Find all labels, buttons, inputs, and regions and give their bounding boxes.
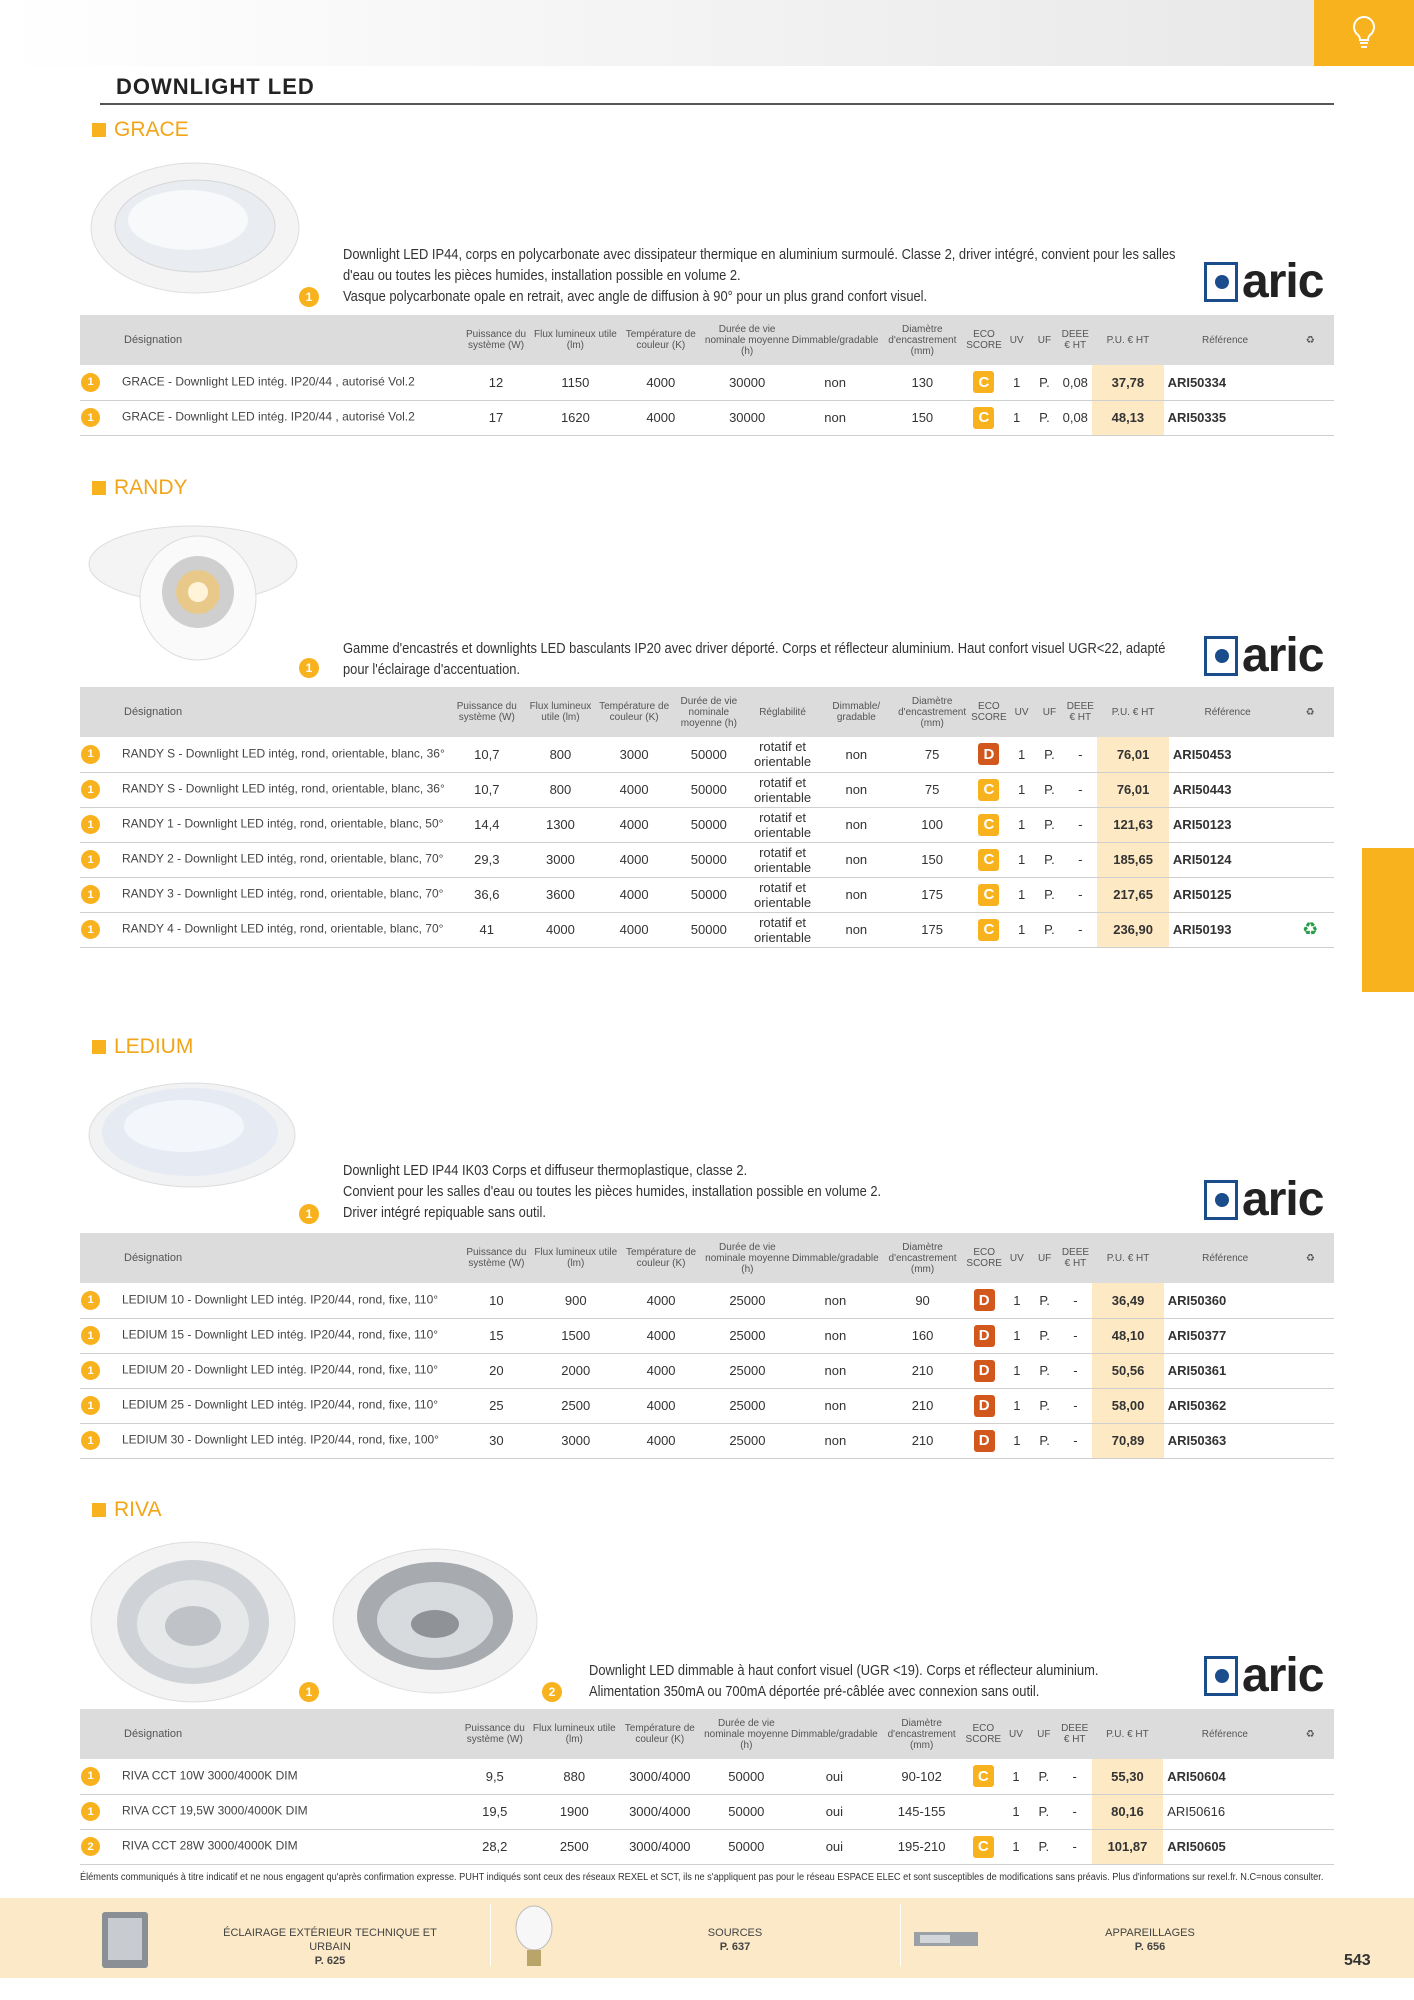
section-randy-title: RANDY bbox=[92, 476, 188, 500]
table-row[interactable]: 1 RIVA CCT 19,5W 3000/4000K DIM 19,5 1900 3000/4000 50000 oui 145-155 1 P. - 80,16 ARI50616 bbox=[80, 1794, 1334, 1829]
table-row[interactable]: 1 RIVA CCT 10W 3000/4000K DIM 9,5 880 3000/4000 50000 oui 90-102 C 1 P. - 55,30 ARI50604 bbox=[80, 1759, 1334, 1794]
recycle-icon: ♻ bbox=[1287, 315, 1334, 365]
table-row[interactable]: 1 RANDY 2 - Downlight LED intég, rond, orientable, blanc, 70° 29,3 3000 4000 50000 rotatif et orientable non 150 C 1 P. - 185,65 ARI50124 bbox=[80, 842, 1334, 877]
footer-divider bbox=[900, 1904, 901, 1966]
eco-score-badge: D bbox=[974, 1430, 995, 1452]
ledium-table: Désignation Puissance du système (W) Flux lumineux utile (lm) Température de couleur (K) Durée de vie nominale moyenne (h) Dimmable/gradable Diamètre d'encastrement (mm) ECO SCORE UV UF DEEE € HT P.U. € HT Référence ♻ 1 LEDIUM 10 - Downlight LED intég. IP20/44, rond, fixe, 110° 10 900 4000 25000 non 90 D 1 P. - 36,49 ARI50360 1 LEDIUM 15 - Downlight LED intég. IP20/44, rond, fixe, 110° 15 1500 4000 25000 non 160 D 1 P. - 48,10 ARI50377 1 LEDIUM 20 - Downlight LED intég. IP20/44, rond, fixe, 110° 20 2000 4000 25000 non 210 D 1 P. - 50,56 ARI50361 1 LEDIUM 25 - Downlight LED intég. IP20/44, rond, fixe, 110° 25 2500 4000 25000 non 210 D 1 P. - 58,00 ARI50362 1 LEDIUM 30 - Downlight LED intég. IP20/44, rond, fixe, 100° 30 3000 4000 25000 non 210 D 1 P. - 70,89 ARI50363 bbox=[80, 1233, 1334, 1459]
brand-logo: aric bbox=[1204, 1180, 1323, 1220]
page-number: 543 bbox=[1344, 1952, 1371, 1969]
grace-description: Downlight LED IP44, corps en polycarbonate avec dissipateur thermique en aluminium surmoulé. Classe 2, driver intégré, convient pour les salles d'eau ou toutes les pièces humides, installation possible en volume 2. Vasque polycarbonate opale en retrait, avec angle de diffusion à 90° pour un plus grand confort visuel. bbox=[343, 246, 1176, 305]
eco-score-badge: C bbox=[978, 919, 999, 941]
ledium-product-image bbox=[86, 1080, 298, 1190]
eco-score-badge: C bbox=[978, 884, 999, 906]
lightbulb-icon bbox=[1351, 15, 1377, 51]
eco-score-badge: C bbox=[973, 1765, 994, 1787]
grace-table: Désignation Puissance du système (W) Flux lumineux utile (lm) Température de couleur (K) Durée de vie nominale moyenne (h) Dimmable/gradable Diamètre d'encastrement (mm) ECO SCORE UV UF DEEE € HT P.U. € HT Référence ♻ 1 GRACE - Downlight LED intég. IP20/44 , autorisé Vol.2 12 1150 4000 30000 non 130 C 1 P. 0,08 37,78 ARI50334 1 GRACE - Downlight LED intég. IP20/44 , autorisé Vol.2 17 1620 4000 30000 non 150 C 1 P. 0,08 48,13 ARI50335 bbox=[80, 315, 1334, 436]
table-row[interactable]: 1 LEDIUM 10 - Downlight LED intég. IP20/44, rond, fixe, 110° 10 900 4000 25000 non 90 D 1 P. - 36,49 ARI50360 bbox=[80, 1283, 1334, 1318]
eco-score-badge: C bbox=[978, 814, 999, 836]
riva-badge-2: 2 bbox=[542, 1682, 562, 1702]
ledium-badge: 1 bbox=[299, 1204, 319, 1224]
recycle-icon: ♻ bbox=[1286, 687, 1334, 737]
ledium-description: Downlight LED IP44 IK03 Corps et diffuseur thermoplastique, classe 2. Convient pour les salles d'eau ou toutes les pièces humides, installation possible en volume 2. Driver intégré repiquable sans outil. bbox=[343, 1162, 882, 1221]
eco-score-badge: D bbox=[974, 1325, 995, 1347]
eco-score-badge: C bbox=[973, 407, 994, 429]
eco-score-badge: C bbox=[973, 1836, 994, 1858]
brand-logo: aric bbox=[1204, 262, 1323, 302]
bulb-icon bbox=[512, 1902, 556, 1974]
grace-product-image bbox=[88, 160, 302, 296]
recycle-icon: ♻ bbox=[1286, 912, 1334, 947]
top-banner bbox=[0, 0, 1314, 66]
table-row[interactable]: 2 RIVA CCT 28W 3000/4000K DIM 28,2 2500 3000/4000 50000 oui 195-210 C 1 P. - 101,87 ARI50605 bbox=[80, 1829, 1334, 1864]
randy-badge: 1 bbox=[299, 658, 319, 678]
brand-logo: aric bbox=[1204, 1656, 1323, 1696]
eco-score-badge: C bbox=[978, 849, 999, 871]
eco-score-badge: D bbox=[974, 1395, 995, 1417]
eco-score-badge: D bbox=[974, 1360, 995, 1382]
riva-description: Downlight LED dimmable à haut confort visuel (UGR <19). Corps et réflecteur aluminium. Alimentation 350mA ou 700mA déportée pré-câblée avec connexion sans outil. bbox=[589, 1662, 1099, 1700]
section-grace-title: GRACE bbox=[92, 118, 189, 142]
brand-logo: aric bbox=[1204, 636, 1323, 676]
table-row[interactable]: 1 LEDIUM 15 - Downlight LED intég. IP20/44, rond, fixe, 110° 15 1500 4000 25000 non 160 D 1 P. - 48,10 ARI50377 bbox=[80, 1318, 1334, 1353]
footer-divider bbox=[490, 1904, 491, 1966]
section-ledium-title: LEDIUM bbox=[92, 1035, 193, 1059]
table-row[interactable]: 1 RANDY 4 - Downlight LED intég, rond, orientable, blanc, 70° 41 4000 4000 50000 rotatif et orientable non 175 C 1 P. - 236,90 ARI50193 ♻ bbox=[80, 912, 1334, 947]
page-title: DOWNLIGHT LED bbox=[116, 74, 315, 99]
table-row[interactable]: 1 RANDY S - Downlight LED intég, rond, orientable, blanc, 36° 10,7 800 4000 50000 rotatif et orientable non 75 C 1 P. - 76,01 ARI50443 bbox=[80, 772, 1334, 807]
eco-score-badge: C bbox=[973, 371, 994, 393]
title-divider bbox=[100, 103, 1334, 105]
recycle-icon: ♻ bbox=[1286, 1709, 1334, 1759]
footer-link-sources[interactable]: SOURCES P. 637 bbox=[707, 1927, 763, 1953]
table-row[interactable]: 1 RANDY S - Downlight LED intég, rond, orientable, blanc, 36° 10,7 800 3000 50000 rotatif et orientable non 75 D 1 P. - 76,01 ARI50453 bbox=[80, 737, 1334, 772]
category-tab[interactable] bbox=[1314, 0, 1414, 66]
table-row[interactable]: 1 LEDIUM 25 - Downlight LED intég. IP20/44, rond, fixe, 110° 25 2500 4000 25000 non 210 D 1 P. - 58,00 ARI50362 bbox=[80, 1388, 1334, 1423]
eco-score-badge: D bbox=[974, 1289, 995, 1311]
eco-score-badge: D bbox=[978, 743, 999, 765]
riva-badge-1: 1 bbox=[299, 1682, 319, 1702]
side-tab[interactable] bbox=[1362, 848, 1414, 992]
table-row[interactable]: 1 RANDY 1 - Downlight LED intég, rond, orientable, blanc, 50° 14,4 1300 4000 50000 rotatif et orientable non 100 C 1 P. - 121,63 ARI50123 bbox=[80, 807, 1334, 842]
randy-table: Désignation Puissance du système (W) Flux lumineux utile (lm) Température de couleur (K) Durée de vie nominale moyenne (h) Réglabilité Dimmable/ gradable Diamètre d'encastrement (mm) ECO SCORE UV UF DEEE € HT P.U. € HT Référence ♻ 1 RANDY S - Downlight LED intég, rond, orientable, blanc, 36° 10,7 800 3000 50000 rotatif et orientable non 75 D 1 P. - 76,01 ARI50453 1 RANDY S - Downlight LED intég, rond, orientable, blanc, 36° 10,7 800 4000 50000 rotatif et orientable non 75 C 1 P. - 76,01 ARI50443 1 RANDY 1 - Downlight LED intég, rond, orientable, blanc, 50° 14,4 1300 4000 50000 rotatif et orientable non 100 C 1 P. - 121,63 ARI50123 1 RANDY 2 - Downlight LED intég, rond, orientable, blanc, 70° 29,3 3000 4000 50000 rotatif et orientable non 150 C 1 P. - 185,65 ARI50124 1 RANDY 3 - Downlight LED intég, rond, orientable, blanc, 70° 36,6 3600 4000 50000 rotatif et orientable non 175 C 1 P. - 217,65 ARI50125 1 RANDY 4 - Downlight LED intég, rond, orientable, blanc, 70° 41 4000 4000 50000 rotatif et orientable non 175 C 1 P. - 236,90 ARI50193 ♻ bbox=[80, 687, 1334, 948]
table-row[interactable]: 1 GRACE - Downlight LED intég. IP20/44 , autorisé Vol.2 17 1620 4000 30000 non 150 C 1 P. 0,08 48,13 ARI50335 bbox=[80, 400, 1334, 435]
footer-link-appareillages[interactable]: APPAREILLAGES P. 656 bbox=[1105, 1927, 1195, 1953]
randy-description: Gamme d'encastrés et downlights LED basculants IP20 avec driver déporté. Corps et réflecteur aluminium. Haut confort visuel UGR<22, adapté pour l'éclairage d'accentuation. bbox=[343, 640, 1166, 678]
riva-product-image-1 bbox=[88, 1538, 298, 1706]
eco-score-badge: C bbox=[978, 779, 999, 801]
randy-product-image bbox=[86, 518, 300, 670]
table-row[interactable]: 1 RANDY 3 - Downlight LED intég, rond, orientable, blanc, 70° 36,6 3600 4000 50000 rotatif et orientable non 175 C 1 P. - 217,65 ARI50125 bbox=[80, 877, 1334, 912]
riva-product-image-2 bbox=[330, 1546, 540, 1696]
floodlight-icon bbox=[98, 1906, 152, 1972]
table-row[interactable]: 1 GRACE - Downlight LED intég. IP20/44 , autorisé Vol.2 12 1150 4000 30000 non 130 C 1 P. 0,08 37,78 ARI50334 bbox=[80, 365, 1334, 400]
table-row[interactable]: 1 LEDIUM 20 - Downlight LED intég. IP20/44, rond, fixe, 110° 20 2000 4000 25000 non 210 D 1 P. - 50,56 ARI50361 bbox=[80, 1353, 1334, 1388]
table-row[interactable]: 1 LEDIUM 30 - Downlight LED intég. IP20/44, rond, fixe, 100° 30 3000 4000 25000 non 210 D 1 P. - 70,89 ARI50363 bbox=[80, 1423, 1334, 1458]
footer-link-exterieur[interactable]: ÉCLAIRAGE EXTÉRIEUR TECHNIQUE ET URBAIN P. 625 bbox=[223, 1927, 437, 1967]
recycle-icon: ♻ bbox=[1287, 1233, 1334, 1283]
section-riva-title: RIVA bbox=[92, 1498, 161, 1522]
grace-badge: 1 bbox=[299, 287, 319, 307]
ballast-icon bbox=[912, 1920, 982, 1960]
footer-note: Éléments communiqués à titre indicatif et ne nous engagent qu'après confirmation expresse. PUHT indiqués sont ceux des réseaux REXEL et SCT, ils ne s'appliquent pas pour le réseau ESPACE ELEC et sont susceptibles de modifications sans préavis. Plus d'informations sur rexel.fr. N.C=nous consulter. bbox=[80, 1872, 1324, 1883]
riva-table: Désignation Puissance du système (W) Flux lumineux utile (lm) Température de couleur (K) Durée de vie nominale moyenne (h) Dimmable/gradable Diamètre d'encastrement (mm) ECO SCORE UV UF DEEE € HT P.U. € HT Référence ♻ 1 RIVA CCT 10W 3000/4000K DIM 9,5 880 3000/4000 50000 oui 90-102 C 1 P. - 55,30 ARI50604 1 RIVA CCT 19,5W 3000/4000K DIM 19,5 1900 3000/4000 50000 oui 145-155 1 P. - 80,16 ARI50616 2 RIVA CCT 28W 3000/4000K DIM 28,2 2500 3000/4000 50000 oui 195-210 C 1 P. - 101,87 ARI50605 bbox=[80, 1709, 1334, 1865]
